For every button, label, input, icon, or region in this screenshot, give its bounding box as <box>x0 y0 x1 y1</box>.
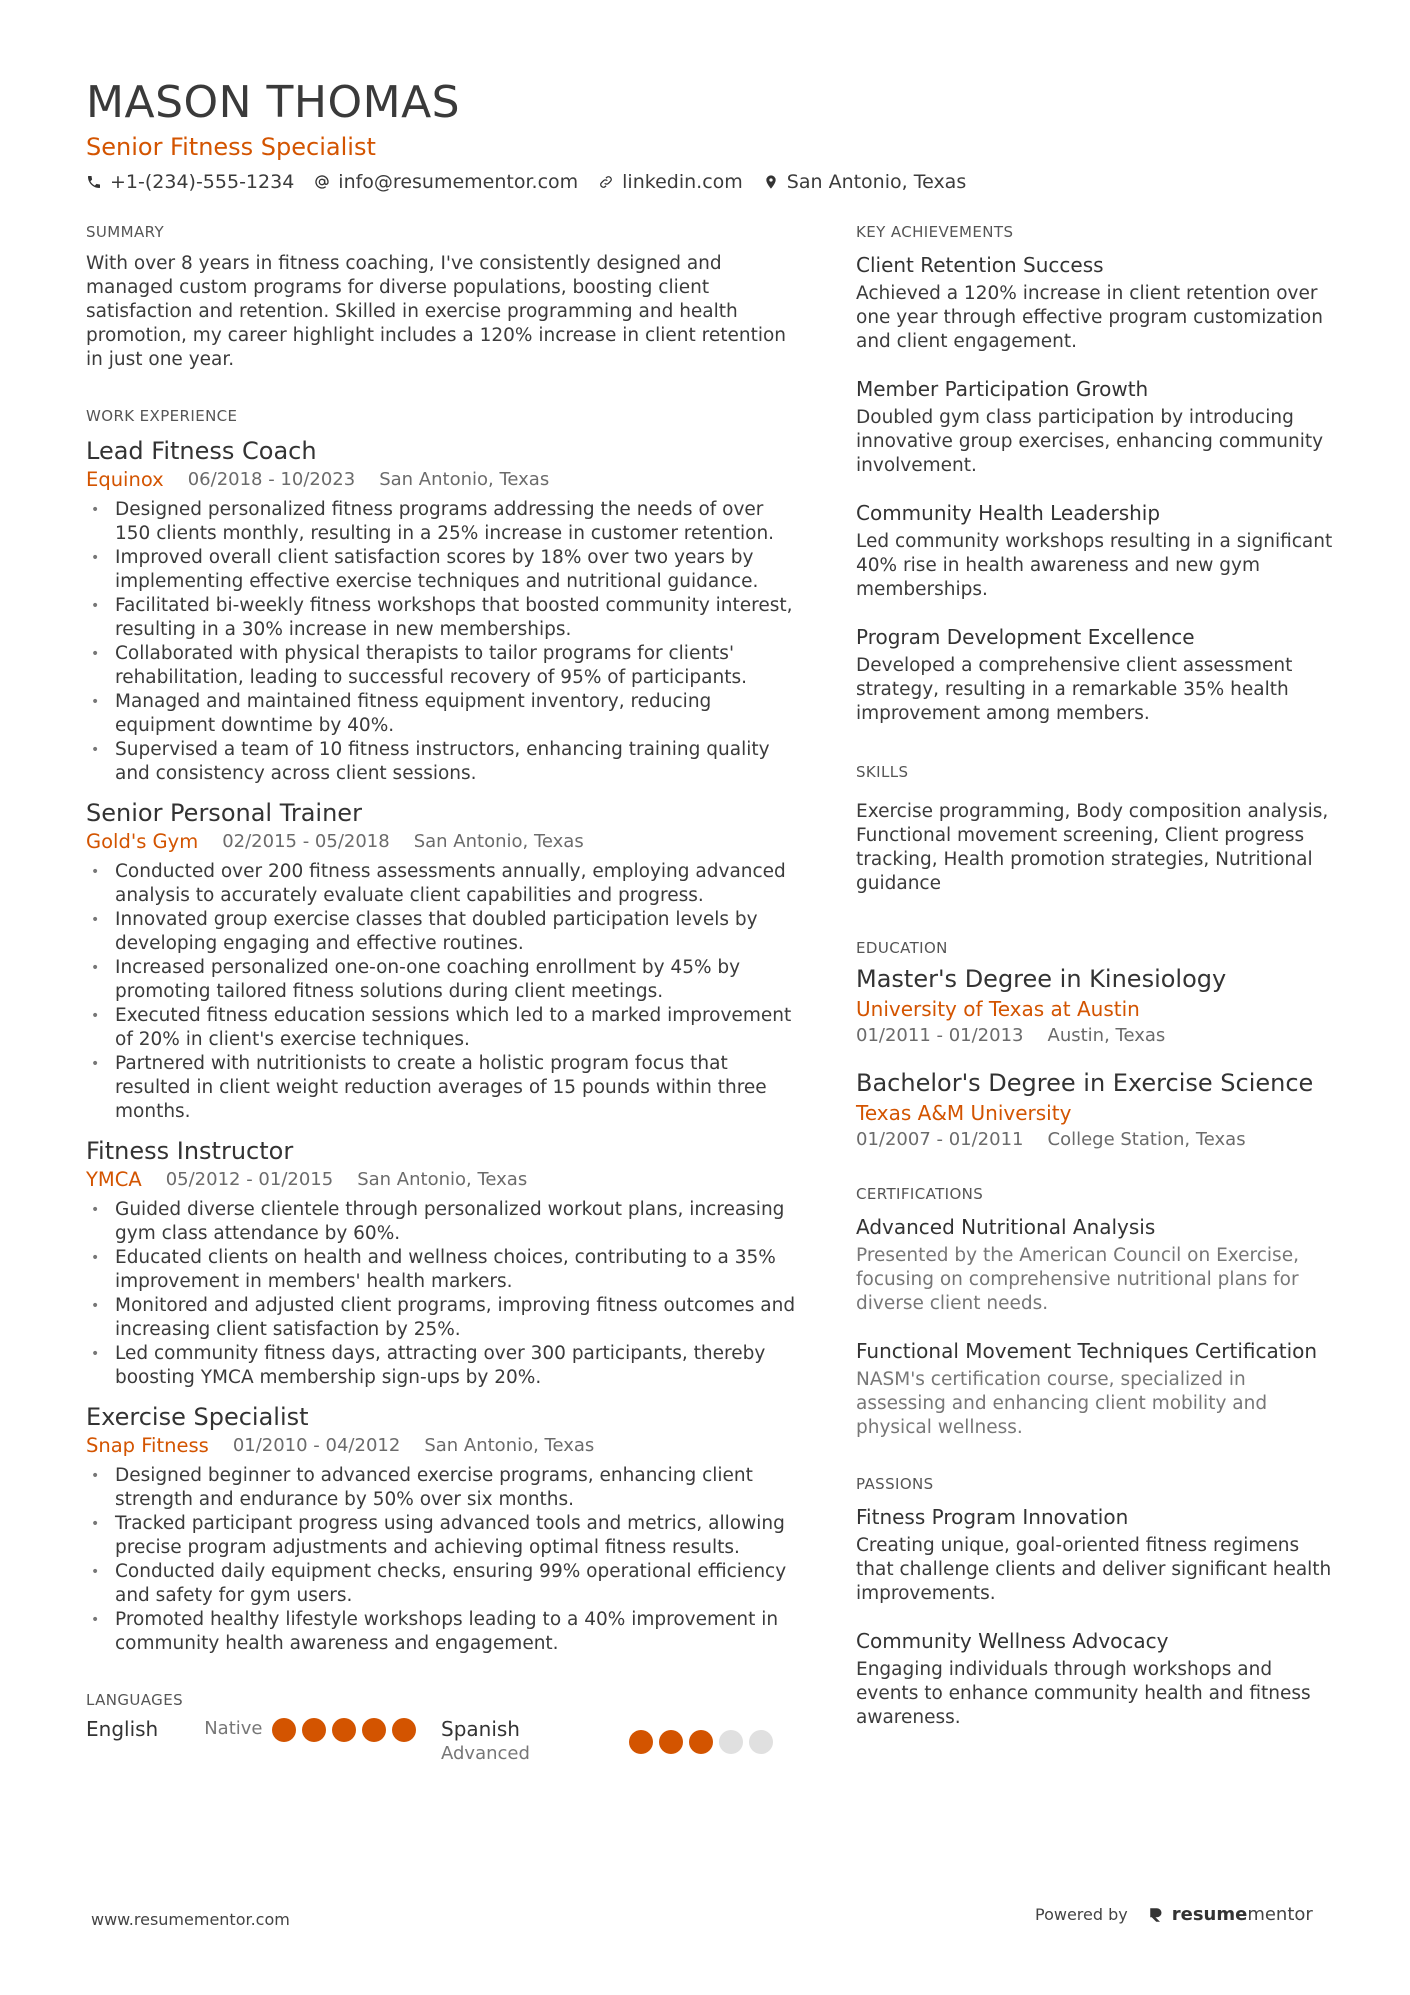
education-section <box>856 938 1336 1152</box>
job-title: Lead Fitness Coach <box>86 437 317 465</box>
resume-header <box>86 76 1326 194</box>
job-entry <box>86 1136 796 1390</box>
education-dates: 01/2007 - 01/2011 <box>856 1129 1024 1150</box>
passion-list <box>856 1504 1336 1730</box>
certifications-item-desc: NASM's certification course, specialized in assessing and enhancing client mobility and physical wellness. <box>856 1369 1268 1438</box>
rating-dot-filled <box>392 1718 416 1742</box>
job-bullets <box>86 498 796 786</box>
job-dates: 05/2012 - 01/2015 <box>165 1169 334 1190</box>
passions-item-title: Fitness Program Innovation <box>856 1505 1129 1529</box>
contact-phone <box>86 170 294 194</box>
job-bullet: • Improved overall client satisfaction scores by 18% over two years by implementing effective exercise techniques and nutritional guidance. <box>86 546 796 594</box>
rating-dot-empty <box>719 1730 743 1754</box>
summary-text: With over 8 years in fitness coaching, I've consistently designed and managed custom programs for diverse populations, boosting client satisfaction and retention. Skilled in exercise programming and health promotion, my career highlight includes a 120% increase in client retention in just one year. <box>86 253 787 370</box>
achievements-item-title: Program Development Excellence <box>856 625 1195 649</box>
right-column <box>856 222 1336 1752</box>
job-bullets <box>86 1464 796 1656</box>
education-item <box>856 964 1336 1048</box>
job-meta <box>86 830 796 854</box>
job-bullet: • Educated clients on health and wellness choices, contributing to a 35% improvement in members' health markers. <box>86 1246 796 1294</box>
job-bullets <box>86 860 796 1124</box>
passions-item <box>856 1504 1336 1606</box>
contact-email[interactable] <box>314 170 578 194</box>
certifications-item <box>856 1338 1336 1440</box>
rating-dot-empty <box>749 1730 773 1754</box>
job-list <box>86 436 796 1656</box>
experience-section <box>86 406 796 1656</box>
language-rating <box>272 1718 416 1742</box>
rating-dot-filled <box>362 1718 386 1742</box>
job-bullet: • Conducted over 200 fitness assessments annually, employing advanced analysis to accurately evaluate client capabilities and progress. <box>86 860 796 908</box>
job-bullet: • Tracked participant progress using advanced tools and metrics, allowing precise program adjustments and achieving optimal fitness results. <box>86 1512 796 1560</box>
job-dates: 02/2015 - 05/2018 <box>222 831 390 852</box>
passions-item <box>856 1628 1336 1730</box>
job-bullet: • Partnered with nutritionists to create a holistic program focus that resulted in client weight reduction averages of 15 pounds within three months. <box>86 1052 796 1124</box>
experience-heading: WORK EXPERIENCE <box>86 407 238 425</box>
job-location: San Antonio, Texas <box>357 1169 528 1190</box>
at-icon <box>314 174 330 190</box>
achievements-heading: KEY ACHIEVEMENTS <box>856 223 1014 241</box>
language-rating <box>629 1730 773 1766</box>
language-list <box>86 1716 796 1766</box>
languages-heading: LANGUAGES <box>86 1691 184 1709</box>
job-bullets <box>86 1198 796 1390</box>
language-level: Native <box>204 1718 263 1739</box>
email-link[interactable]: info@resumementor.com <box>338 171 579 193</box>
language-name: Spanish <box>441 1717 520 1741</box>
brand-logo[interactable] <box>1148 1904 1313 1925</box>
job-bullet: • Supervised a team of 10 fitness instructors, enhancing training quality and consistency across client sessions. <box>86 738 796 786</box>
job-bullet: • Led community fitness days, attracting over 300 participants, thereby boosting YMCA membership sign-ups by 20%. <box>86 1342 796 1390</box>
summary-section <box>86 222 796 372</box>
footer-brand <box>1035 1904 1313 1925</box>
resumementor-logo-icon <box>1148 1906 1166 1924</box>
education-meta <box>856 1024 1336 1048</box>
phone-icon <box>86 174 102 190</box>
job-meta <box>86 1168 796 1192</box>
left-column <box>86 222 796 1766</box>
achievements-item-desc: Doubled gym class participation by introducing innovative group exercises, enhancing community involvement. <box>856 407 1324 476</box>
achievements-item-title: Member Participation Growth <box>856 377 1149 401</box>
job-entry <box>86 1402 796 1656</box>
language-item <box>86 1716 441 1742</box>
job-bullet: • Collaborated with physical therapists to tailor programs for clients' rehabilitation, leading to successful recovery of 95% of participants. <box>86 642 796 690</box>
rating-dot-filled <box>302 1718 326 1742</box>
achievements-item-title: Community Health Leadership <box>856 501 1161 525</box>
achievements-item <box>856 376 1336 478</box>
job-bullet: • Promoted healthy lifestyle workshops leading to a 40% improvement in community health awareness and engagement. <box>86 1608 796 1656</box>
certifications-item-desc: Presented by the American Council on Exercise, focusing on comprehensive nutritional plans for diverse client needs. <box>856 1245 1299 1314</box>
linkedin-link[interactable]: linkedin.com <box>622 171 743 193</box>
job-bullet: • Conducted daily equipment checks, ensuring 99% operational efficiency and safety for gym users. <box>86 1560 796 1608</box>
rating-dot-filled <box>689 1730 713 1754</box>
job-bullet: • Designed personalized fitness programs addressing the needs of over 150 clients monthly, resulting in a 25% increase in customer retention. <box>86 498 796 546</box>
education-list <box>856 964 1336 1152</box>
job-company: YMCA <box>86 1168 142 1191</box>
language-text <box>441 1716 629 1766</box>
skills-text: Exercise programming, Body composition analysis, Functional movement screening, Client progress tracking, Health promotion strategies, Nutritional guidance <box>856 801 1329 894</box>
certifications-item-title: Functional Movement Techniques Certification <box>856 1339 1318 1363</box>
job-bullet: • Increased personalized one-on-one coaching enrollment by 45% by promoting tailored fitness solutions during client meetings. <box>86 956 796 1004</box>
certifications-heading: CERTIFICATIONS <box>856 1185 984 1203</box>
location-text: San Antonio, Texas <box>786 171 967 193</box>
education-meta <box>856 1128 1336 1152</box>
language-item <box>441 1716 796 1766</box>
brand-bold: resume <box>1171 1904 1248 1925</box>
job-dates: 01/2010 - 04/2012 <box>232 1435 401 1456</box>
powered-by-label: Powered by <box>1035 1905 1128 1924</box>
job-location: San Antonio, Texas <box>424 1435 595 1456</box>
achievements-item <box>856 500 1336 602</box>
certifications-item <box>856 1214 1336 1316</box>
rating-dot-filled <box>272 1718 296 1742</box>
language-name: English <box>86 1717 159 1741</box>
education-school: Texas A&M University <box>856 1101 1072 1125</box>
job-bullet: • Managed and maintained fitness equipment inventory, reducing equipment downtime by 40%. <box>86 690 796 738</box>
contact-bar <box>86 170 1326 194</box>
job-title: Exercise Specialist <box>86 1403 309 1431</box>
job-location: San Antonio, Texas <box>379 469 550 490</box>
certification-list <box>856 1214 1336 1440</box>
job-bullet: • Guided diverse clientele through personalized workout plans, increasing gym class attendance by 60%. <box>86 1198 796 1246</box>
education-school: University of Texas at Austin <box>856 997 1140 1021</box>
rating-dot-filled <box>332 1718 356 1742</box>
achievements-item <box>856 624 1336 726</box>
footer-website[interactable]: www.resumementor.com <box>91 1910 290 1929</box>
contact-link[interactable] <box>598 170 743 194</box>
education-heading: EDUCATION <box>856 939 948 957</box>
job-meta <box>86 468 796 492</box>
education-degree: Master's Degree in Kinesiology <box>856 965 1227 993</box>
education-item <box>856 1068 1336 1152</box>
location-pin-icon <box>763 174 779 190</box>
job-company: Snap Fitness <box>86 1434 209 1457</box>
language-text <box>86 1716 272 1742</box>
job-meta <box>86 1434 796 1458</box>
language-level: Advanced <box>441 1743 530 1764</box>
job-bullet: • Executed fitness education sessions which led to a marked improvement of 20% in client's exercise techniques. <box>86 1004 796 1052</box>
achievement-list <box>856 252 1336 726</box>
candidate-name: MASON THOMAS <box>86 77 461 128</box>
achievements-item-desc: Led community workshops resulting in a significant 40% rise in health awareness and new gym memberships. <box>856 531 1333 600</box>
job-entry <box>86 798 796 1124</box>
passions-heading: PASSIONS <box>856 1475 934 1493</box>
rating-dot-filled <box>629 1730 653 1754</box>
education-location: College Station, Texas <box>1047 1129 1246 1150</box>
education-dates: 01/2011 - 01/2013 <box>856 1025 1024 1046</box>
job-dates: 06/2018 - 10/2023 <box>187 469 356 490</box>
skills-heading: SKILLS <box>856 763 909 781</box>
achievements-item-title: Client Retention Success <box>856 253 1104 277</box>
education-location: Austin, Texas <box>1047 1025 1166 1046</box>
brand-rest: mentor <box>1247 1904 1313 1925</box>
certifications-section <box>856 1184 1336 1440</box>
job-bullet: • Designed beginner to advanced exercise programs, enhancing client strength and endurance by 50% over six months. <box>86 1464 796 1512</box>
job-company: Equinox <box>86 468 164 491</box>
achievements-section <box>856 222 1336 726</box>
passions-section <box>856 1474 1336 1730</box>
job-title: Senior Personal Trainer <box>86 799 362 827</box>
languages-section <box>86 1690 796 1766</box>
achievements-item-desc: Developed a comprehensive client assessment strategy, resulting in a remarkable 35% health improvement among members. <box>856 655 1293 724</box>
job-bullet: • Innovated group exercise classes that doubled participation levels by developing engaging and effective routines. <box>86 908 796 956</box>
job-bullet: • Monitored and adjusted client programs, improving fitness outcomes and increasing client satisfaction by 25%. <box>86 1294 796 1342</box>
achievements-item <box>856 252 1336 354</box>
job-title: Fitness Instructor <box>86 1137 294 1165</box>
rating-dot-filled <box>659 1730 683 1754</box>
summary-heading: SUMMARY <box>86 223 165 241</box>
job-company: Gold's Gym <box>86 830 199 853</box>
certifications-item-title: Advanced Nutritional Analysis <box>856 1215 1156 1239</box>
passions-item-title: Community Wellness Advocacy <box>856 1629 1169 1653</box>
education-degree: Bachelor's Degree in Exercise Science <box>856 1069 1314 1097</box>
candidate-role: Senior Fitness Specialist <box>86 133 376 161</box>
link-icon <box>598 174 614 190</box>
contact-location <box>763 170 966 194</box>
job-location: San Antonio, Texas <box>413 831 584 852</box>
skills-section <box>856 762 1336 896</box>
achievements-item-desc: Achieved a 120% increase in client retention over one year through effective program customization and client engagement. <box>856 283 1323 352</box>
phone-text: +1-(234)-555-1234 <box>110 171 295 193</box>
passions-item-desc: Creating unique, goal-oriented fitness regimens that challenge clients and deliver significant health improvements. <box>856 1535 1332 1604</box>
passions-item-desc: Engaging individuals through workshops and events to enhance community health and fitness awareness. <box>856 1659 1311 1728</box>
job-bullet: • Facilitated bi-weekly fitness workshops that boosted community interest, resulting in a 30% increase in new memberships. <box>86 594 796 642</box>
job-entry <box>86 436 796 786</box>
